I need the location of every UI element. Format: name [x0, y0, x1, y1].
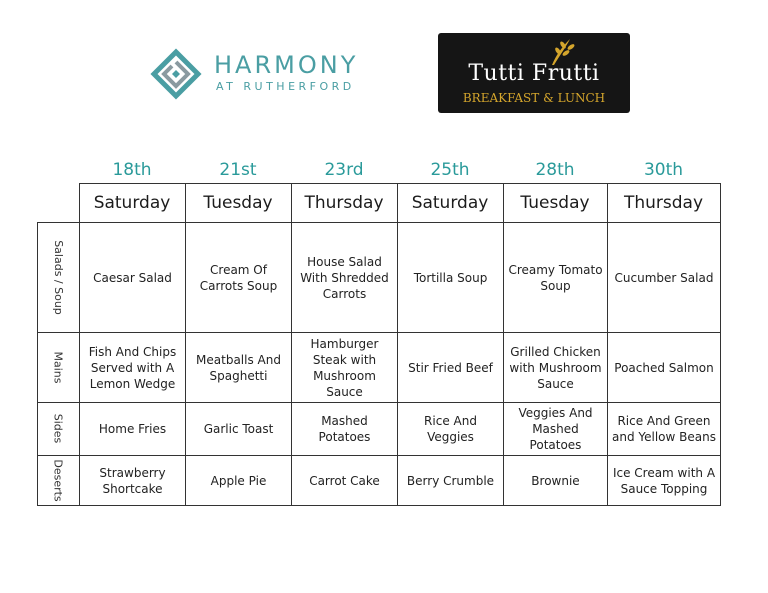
row-label-sides: Sides — [51, 413, 65, 444]
day-col-5: Tuesday — [520, 193, 590, 213]
menu-cell: Stir Fried Beef — [408, 360, 493, 375]
menu-cell: Poached Salmon — [614, 360, 714, 375]
date-col-4: 25th — [430, 160, 470, 180]
menu-cell: Rice And Green and Yellow Beans — [612, 414, 716, 444]
date-col-5: 28th — [535, 160, 575, 180]
date-col-2: 21st — [219, 160, 257, 180]
harmony-name: HARMONY — [214, 51, 359, 79]
menu-cell: Hamburger Steak with Mushroom Sauce — [310, 336, 379, 399]
menu-cell: Tortilla Soup — [413, 270, 488, 285]
date-col-3: 23rd — [324, 160, 364, 180]
diamond-spiral-icon — [150, 48, 202, 100]
harmony-subtitle: AT RUTHERFORD — [216, 80, 355, 93]
menu-cell: Apple Pie — [210, 473, 267, 488]
row-label-mains: Mains — [51, 351, 65, 383]
menu-cell: Garlic Toast — [203, 422, 274, 436]
menu-cell: Rice And Veggies — [424, 414, 477, 444]
menu-cell: Mashed Potatoes — [318, 414, 371, 444]
menu-cell: Veggies And Mashed Potatoes — [518, 406, 593, 452]
menu-cell: Brownie — [531, 473, 580, 488]
menu-cell: Home Fries — [98, 422, 167, 436]
row-label-salads-soup: Salads / Soup — [51, 239, 65, 315]
day-col-3: Thursday — [304, 193, 384, 213]
menu-cell: Fish And Chips Served with A Lemon Wedge — [88, 344, 177, 391]
day-col-1: Saturday — [93, 193, 171, 213]
day-col-4: Saturday — [411, 193, 489, 213]
menu-cell: Berry Crumble — [406, 473, 495, 488]
menu-cell: Cream Of Carrots Soup — [199, 262, 278, 293]
date-col-1: 18th — [112, 160, 152, 180]
tutti-subtitle: BREAKFAST & LUNCH — [462, 91, 606, 105]
day-col-2: Tuesday — [203, 193, 273, 213]
day-col-6: Thursday — [623, 193, 704, 213]
menu-cell: Ice Cream with A Sauce Topping — [612, 465, 716, 496]
row-label-deserts: Deserts — [51, 458, 65, 502]
tutti-name: Tutti Frutti — [468, 61, 600, 86]
menu-cell: Caesar Salad — [93, 270, 172, 285]
tutti-frutti-logo — [438, 33, 630, 113]
harmony-logo — [150, 48, 410, 98]
menu-cell: Creamy Tomato Soup — [508, 262, 603, 293]
menu-cell: Strawberry Shortcake — [99, 465, 166, 496]
menu-cell: Meatballs And Spaghetti — [196, 352, 281, 383]
date-col-6: 30th — [643, 160, 684, 180]
menu-cell: Grilled Chicken with Mushroom Sauce — [509, 344, 602, 391]
menu-cell: Carrot Cake — [309, 473, 380, 488]
menu-cell: Cucumber Salad — [614, 270, 714, 285]
menu-cell: House Salad With Shredded Carrots — [300, 254, 389, 301]
